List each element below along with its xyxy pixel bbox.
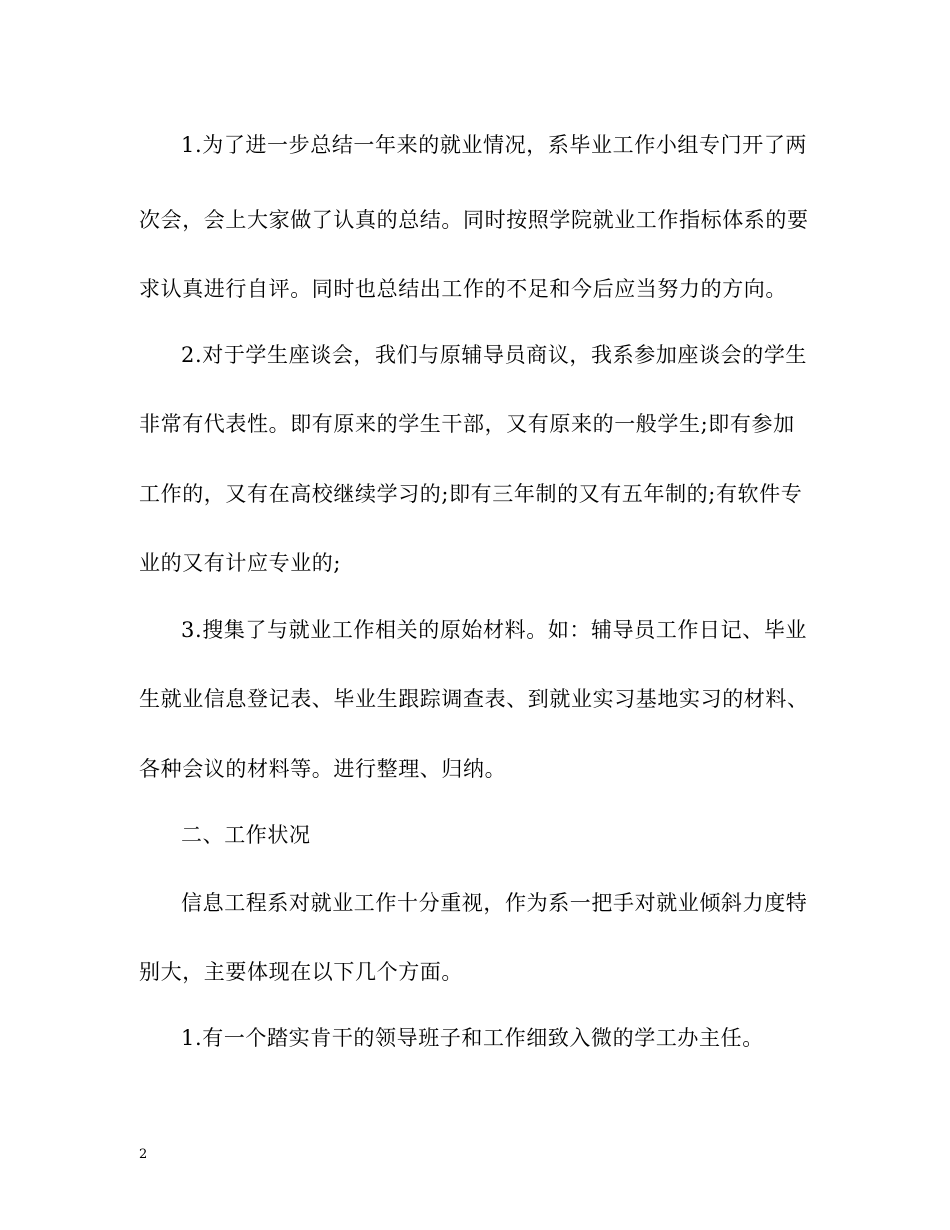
paragraph-line: 1.为了进一步总结一年来的就业情况，系毕业工作小组专门开了两 (181, 133, 808, 157)
paragraph-line: 生就业信息登记表、毕业生跟踪调查表、到就业实习基地实习的材料、 (139, 687, 809, 711)
paragraph-line: 2.对于学生座谈会，我们与原辅导员商议，我系参加座谈会的学生 (181, 343, 808, 367)
paragraph-line: 各种会议的材料等。进行整理、归纳。 (139, 757, 507, 781)
paragraph-line: 3.搜集了与就业工作相关的原始材料。如：辅导员工作日记、毕业 (181, 618, 808, 642)
page-number: 2 (139, 1147, 148, 1162)
paragraph-line: 求认真进行自评。同时也总结出工作的不足和今后应当努力的方向。 (139, 277, 787, 301)
paragraph-line: 工作的，又有在高校继续学习的;即有三年制的又有五年制的;有软件专 (139, 482, 803, 506)
section-heading: 二、工作状况 (181, 823, 311, 847)
paragraph-line: 别大，主要体现在以下几个方面。 (139, 960, 463, 984)
paragraph-line: 业的又有计应专业的; (139, 551, 342, 575)
paragraph-line: 1.有一个踏实肯干的领导班子和工作细致入微的学工办主任。 (181, 1026, 764, 1050)
paragraph-line: 次会，会上大家做了认真的总结。同时按照学院就业工作指标体系的要 (139, 208, 809, 232)
paragraph-line: 非常有代表性。即有原来的学生干部，又有原来的一般学生;即有参加 (139, 412, 795, 436)
paragraph-line: 信息工程系对就业工作十分重视，作为系一把手对就业倾斜力度特 (181, 891, 808, 915)
